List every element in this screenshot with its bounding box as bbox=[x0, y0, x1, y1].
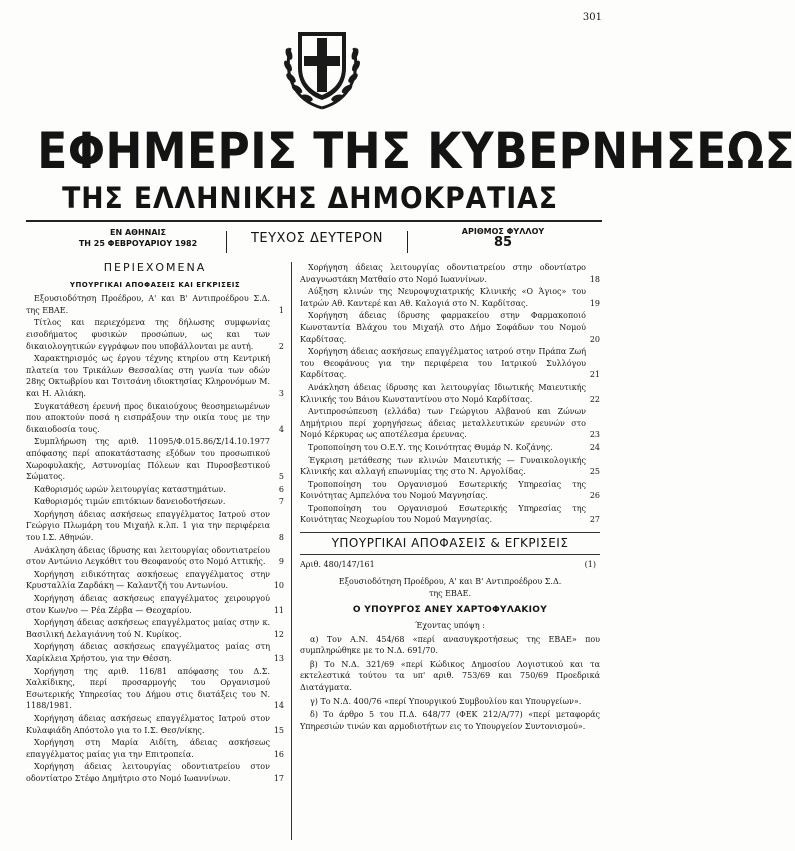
decree-subject-line2: της ΕΒΑΕ. bbox=[428, 588, 472, 598]
contents-entry-text: Αύξηση κλινών της Νευροψυχιατρικής Κλινικής «Ο Άγιος» του Ιατρών Αθ. Καντερέ και Αθ. Καλογιά στο Ν. Καρδίτσας. bbox=[300, 287, 586, 308]
contents-entry-text: Χορήγηση άδειας ασκήσεως επαγγέλματος μαίας στη Χαρίκλεια Χρήστου, για την Θέσση. bbox=[26, 642, 270, 663]
contents-entry bbox=[26, 737, 284, 760]
contents-entry bbox=[300, 310, 600, 345]
contents-entry-page: 22 bbox=[589, 394, 600, 404]
greek-coat-of-arms-icon bbox=[280, 20, 364, 112]
contents-entry bbox=[300, 382, 600, 405]
column-divider bbox=[291, 262, 292, 840]
contents-entry-page: 1 bbox=[278, 305, 284, 315]
decisions-heading: ΥΠΟΥΡΓΙΚΑΙ ΑΠΟΦΑΣΕΙΣ & ΕΓΚΡΙΣΕΙΣ bbox=[300, 532, 600, 555]
contents-entry-page: 16 bbox=[273, 749, 284, 759]
sheet-number-block bbox=[418, 226, 588, 248]
contents-entry bbox=[300, 455, 600, 478]
contents-entry-text: Χαρακτηρισμός ως έργου τέχνης κτηρίου στη Κεντρική πλατεία του Τρικάλων Θεσσαλίας στη γωνία των οδών 28ης Οκτωβρίου και Τσιτσάνη ιδιοκτησίας Κληρονόμων Μ. και Η. Αλιάκη. bbox=[26, 354, 270, 398]
gazette-title: ΕΦΗΜΕΡΙΣ ΤΗΣ ΚΥΒΕΡΝΗΣΕΩΣ bbox=[37, 122, 795, 180]
sheet-number: 85 bbox=[493, 235, 513, 250]
contents-entry-text: Συμπλήρωση της αριθ. 11095/Φ.015.86/Σ/14.10.1977 απόφασης περί αποκατάστασης εξόδων του προσωπικού Χωροφυλακής, Αστυνομίας Πόλεων και Πυροσβεστικού Σώματος. bbox=[26, 437, 270, 482]
gazette-subtitle: ΤΗΣ ΕΛΛΗΝΙΚΗΣ ΔΗΜΟΚΡΑΤΙΑΣ bbox=[62, 181, 558, 215]
contents-entry-text: Χορήγηση της αριθ. 116/81 απόφασης του Δ.Σ. Χαλκίδικης, περί προσαρμογής του Οργανισμού Εσωτερικής Υπηρεσίας του Δήμου στις διατάξεις του Ν. 1188/1981. bbox=[26, 666, 270, 711]
contents-entry bbox=[300, 503, 600, 526]
contents-entry bbox=[300, 442, 600, 454]
contents-entry bbox=[300, 262, 600, 285]
contents-entry-page: 21 bbox=[589, 370, 600, 380]
contents-entry-text: Χορήγηση άδειας ασκήσεως επαγγέλματος ιατρού στην Πράπα Ζωή του Θεοφάνους για την περιφέρεια του Ιατρικού Συλλόγου Καρδίτσας. bbox=[300, 347, 586, 380]
contents-entry-page: 13 bbox=[273, 654, 284, 663]
header-rule bbox=[26, 220, 602, 222]
issue-place: ΕΝ ΑΘΗΝΑΙΣ bbox=[110, 228, 166, 237]
decree-number: Αριθ. 480/147/161 bbox=[300, 559, 375, 569]
contents-entry bbox=[26, 353, 284, 399]
contents-entry bbox=[300, 479, 600, 502]
contents-entry bbox=[26, 641, 284, 664]
contents-entry-page: 17 bbox=[273, 773, 284, 783]
contents-entry-page: 23 bbox=[589, 430, 600, 440]
contents-entry bbox=[26, 713, 284, 736]
decree-item: α) Τον Α.Ν. 454/68 «περί ανασυγκροτήσεως της ΕΒΑΕ» που συμπληρώθηκε με το Ν.Δ. 691/70. bbox=[300, 634, 600, 656]
contents-right-list bbox=[300, 262, 600, 526]
contents-entry-text: Ανάκληση άδειας ίδρυσης και λειτουργίας Ιδιωτικής Μαιευτικής Κλινικής του Βάιου Κωνσταντίνου στο Νομό Καρδίτσας. bbox=[300, 382, 586, 404]
contents-entry-page: 12 bbox=[273, 629, 284, 639]
decree-items bbox=[300, 634, 600, 733]
contents-entry-text: Συγκατάθεση έρευνή προς δικαιούχους θεοσημειωμένων που αποκτούν ποσά η εισπράξουν την οικία τους με την δικαιοδοσία τους. bbox=[26, 401, 270, 434]
contents-entry-page: 4 bbox=[278, 424, 284, 434]
contents-entry-text: Τροποποίηση του Οργανισμού Εσωτερικής Υπηρεσίας της Κοινότητας Νεοχωρίου του Νομού Μαγνησίας. bbox=[300, 503, 586, 525]
contents-entry-text: Χορήγηση άδειας ίδρυσης φαρμακείου στην Φαρμακοποιό Κωνσταντία Βλάχου του Μιχαήλ στο Δήμο Σοφάδων του Νομού Καρδίτσας. bbox=[300, 311, 586, 344]
contents-entry-text: Χορήγηση άδειας λειτουργίας οδοντιατρείου στον οδοντίατρο Στέφο Δημήτριο στο Νομό Ιωαννίνων. bbox=[26, 762, 270, 783]
contents-entry-page: 10 bbox=[273, 581, 284, 591]
contents-entry-text: Έγκριση μετάθεσης των κλινών Μαιευτικής — Γυναικολογικής Κλινικής και αλλαγή επωνυμίας της στο Ν. Αργολίδας. bbox=[300, 455, 586, 477]
contents-entry bbox=[26, 436, 284, 482]
contents-entry-page: 6 bbox=[278, 484, 284, 494]
contents-entry bbox=[26, 666, 284, 712]
contents-entry-text: Τροποποίηση του Οργανισμού Εσωτερικής Υπηρεσίας της Κοινότητας Αμπελόνα του Νομού Μαγνησίας. bbox=[300, 479, 586, 501]
contents-entry-text: Χορήγηση άδειας λειτουργίας οδοντιατρείου στην οδοντίατρο Αναγνωστάκη Ματθαίο στο Νομό Ιωαννίνων. bbox=[300, 263, 586, 284]
decree-number-line bbox=[300, 559, 600, 571]
contents-entry bbox=[26, 293, 284, 316]
minister-title: Ο ΥΠΟΥΡΓΟΣ ΑΝΕΥ ΧΑΡΤΟΦΥΛΑΚΙΟΥ bbox=[352, 605, 548, 616]
contents-left-list bbox=[26, 293, 284, 784]
contents-entry-text: Χορήγηση άδειας ασκήσεως επαγγέλματος χειρουργού στον Κων/νο — Ρέα Ζέρβα — Θεοχαρίου. bbox=[26, 594, 270, 615]
contents-entry-page: 2 bbox=[278, 341, 284, 351]
decree-sequence: (1) bbox=[584, 559, 596, 569]
decree-subject bbox=[300, 576, 600, 599]
contents-entry-page: 5 bbox=[278, 472, 284, 482]
contents-entry-page: 15 bbox=[273, 725, 284, 735]
page-number: 301 bbox=[582, 12, 602, 23]
contents-entry bbox=[26, 569, 284, 592]
issue-header bbox=[26, 225, 602, 259]
contents-entry-page: 3 bbox=[278, 388, 284, 398]
contents-entry bbox=[26, 484, 284, 496]
contents-entry-page: 19 bbox=[589, 298, 600, 308]
contents-right-column bbox=[300, 262, 600, 734]
contents-entry bbox=[26, 496, 284, 508]
contents-entry bbox=[26, 617, 284, 640]
contents-entry-page: 20 bbox=[589, 334, 600, 344]
decree-subject-line1: Εξουσιοδότηση Προέδρου, Α' και Β' Αντιπροέδρου Σ.Δ. bbox=[338, 577, 562, 587]
contents-entry-text: Χορήγηση άδειας ασκήσεως επαγγέλματος Ιατρού στον Γεώργιο Πλωμάρη του Μιχαήλ κ.λπ. 1 για την περιφέρεια του Ι.Σ. Αθηνών. bbox=[26, 509, 270, 543]
contents-entry-text: Χορήγηση άδειας ασκήσεως επαγγέλματος Ιατρού στον Κυλαφιάδη Απόστολο για το Ι.Σ. Θεσ/νίκης. bbox=[26, 713, 270, 735]
contents-entry-text: Τροποποίηση του Ο.Ε.Υ. της Κοινότητας Θυμάρ Ν. Κοζάνης. bbox=[308, 442, 553, 452]
contents-entry-page: 24 bbox=[589, 442, 600, 452]
decree-item: δ) Το άρθρο 5 του Π.Δ. 648/77 (ΦΕΚ 212/Α/77) «περί μεταφοράς Υπηρεσιών τινών και αρμοδιοτήτων εις το Υπουργείον Συντονισμού». bbox=[300, 710, 600, 731]
contents-subtitle: ΥΠΟΥΡΓΙΚΑΙ ΑΠΟΦΑΣΕΙΣ ΚΑΙ ΕΓΚΡΙΣΕΙΣ bbox=[69, 280, 241, 289]
contents-entry-text: Χορήγηση άδειας ασκήσεως επαγγέλματος μαίας στην κ. Βασιλική Δελαγιάννη τού Ν. Κυρίκος. bbox=[26, 618, 270, 639]
contents-entry-page: 14 bbox=[273, 701, 284, 711]
contents-entry-page: 8 bbox=[278, 533, 284, 543]
issue-place-date bbox=[68, 227, 208, 249]
contents-entry bbox=[26, 545, 284, 568]
contents-entry-text: Ανάκληση άδειας ίδρυσης και λειτουργίας οδοντιατρείου στον Αντώνιο Λεγκόθιτ του Θεοφανούς στο Νομό Αττικής. bbox=[26, 545, 270, 567]
contents-entry bbox=[26, 593, 284, 616]
decree-item: β) Το Ν.Δ. 321/69 «περί Κώδικος Δημοσίου Λογιστικού και τα εκτελεστικά τούτου τα υπ' αριθ. 753/69 και 750/69 Προεδρικά Διατάγματα. bbox=[300, 659, 600, 692]
decree-item: γ) Το Ν.Δ. 400/76 «περί Υπουργικού Συμβουλίου και Υπουργείων». bbox=[310, 696, 582, 706]
contents-entry bbox=[300, 346, 600, 381]
contents-entry-text: Εξουσιοδότηση Προέδρου, Α' και Β' Αντιπροέδρου Σ.Δ. της ΕΒΑΕ. bbox=[26, 294, 270, 315]
contents-entry-text: Τίτλος και περιεχόμενα της δήλωσης συμφωνίας εισοδήματος φυσικών προσώπων, ως και των δικαιολογητικών εγγράφων που υποβάλλονται με αυτή. bbox=[26, 318, 270, 351]
contents-entry bbox=[300, 406, 600, 441]
contents-entry-text: Καθορισμός τιμών επιτόκιων δανειοδοτήσεων. bbox=[34, 497, 226, 507]
contents-entry-text: Καθορισμός ωρών λειτουργίας καταστημάτων. bbox=[34, 484, 226, 494]
contents-title: ΠΕΡΙΕΧΟΜΕΝΑ bbox=[103, 261, 207, 274]
contents-entry bbox=[26, 509, 284, 544]
contents-entry-text: Χορήγηση στη Μαρία Αιδίτη, άδειας ασκήσεως επαγγέλματος μαίας για την Επιτροπεία. bbox=[26, 738, 270, 759]
contents-entry-page: 11 bbox=[273, 605, 284, 615]
sheet-label: ΑΡΙΘΜΟΣ ΦΥΛΛΟΥ bbox=[461, 227, 545, 236]
contents-entry-page: 25 bbox=[589, 467, 600, 477]
having-in-mind: Έχοντας υπόψη : bbox=[415, 621, 485, 631]
contents-entry bbox=[26, 761, 284, 784]
contents-entry-page: 7 bbox=[278, 497, 284, 507]
contents-entry-text: Αντιπροσώπευση (ελλάδα) των Γεώργιου Αλβανού και Ζώνων Δημήτριου περί χορηγήσεως άδειας μεταλλευτικών ερευνών στο Νομό Κέρκυρας ως αποτέλεσμα έρευνας. bbox=[300, 407, 586, 440]
issue-date: ΤΗ 25 ΦΕΒΡΟΥΑΡΙΟΥ 1982 bbox=[78, 239, 198, 248]
contents-entry-page: 26 bbox=[589, 491, 600, 501]
contents-entry-page: 27 bbox=[589, 515, 600, 525]
contents-entry bbox=[300, 286, 600, 309]
contents-entry bbox=[26, 317, 284, 352]
contents-entry-page: 18 bbox=[589, 274, 600, 284]
contents-entry-page: 9 bbox=[278, 557, 284, 567]
issue-volume: ΤΕΥΧΟΣ ΔΕΥΤΕΡΟΝ bbox=[226, 231, 408, 253]
contents-entry-text: Χορήγηση ειδικότητας ασκήσεως επαγγέλματος στην Κρυσταλλία Ζαρδάκη — Καλαντζή του Αντωνίου. bbox=[26, 569, 270, 591]
contents-left-column bbox=[26, 262, 284, 786]
contents-entry bbox=[26, 401, 284, 436]
